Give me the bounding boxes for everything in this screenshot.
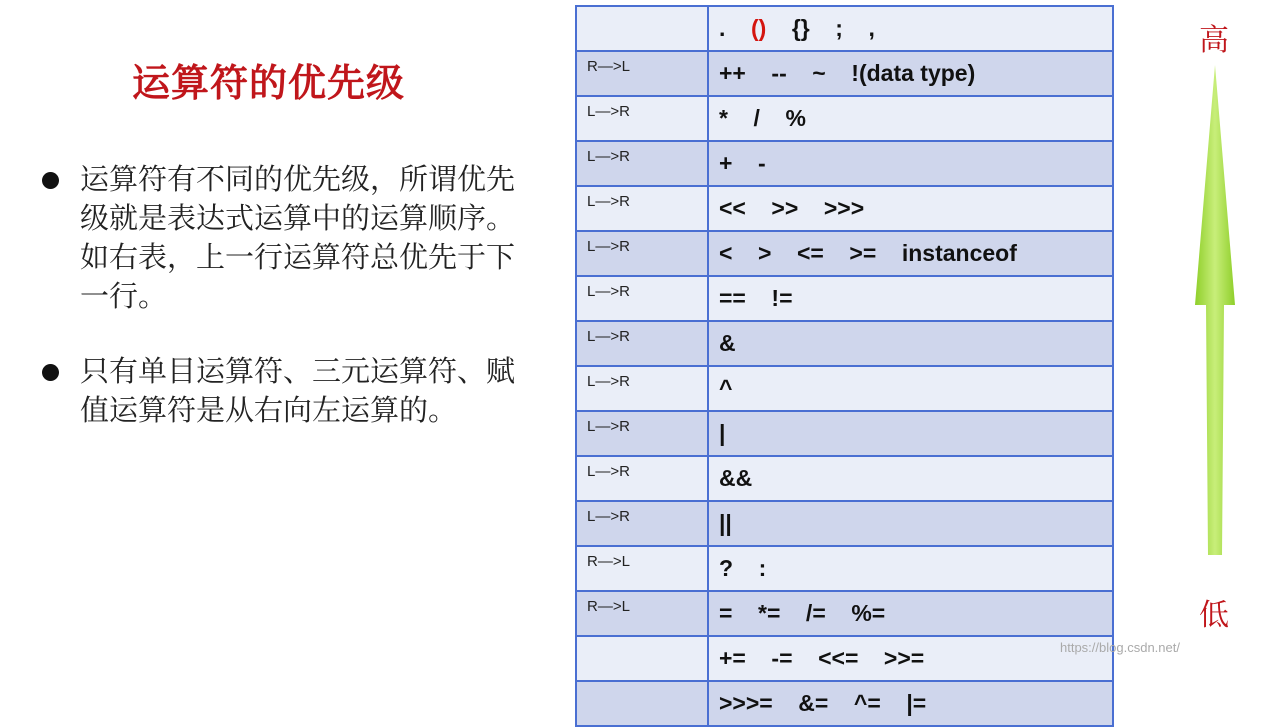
associativity-cell: L—>R <box>576 276 708 321</box>
operators-cell: * / % <box>708 96 1113 141</box>
bullet-dot-icon <box>42 364 59 381</box>
operators-highlight: () <box>750 15 767 41</box>
associativity-cell <box>576 636 708 681</box>
table-row <box>576 141 1113 186</box>
page-title: 运算符的优先级 <box>132 60 406 105</box>
operators-cell: = *= /= %= <box>708 591 1113 636</box>
precedence-table <box>575 5 1114 727</box>
table-row <box>576 6 1113 51</box>
watermark: https://blog.csdn.net/ <box>1060 640 1180 655</box>
associativity-cell: L—>R <box>576 366 708 411</box>
operators-text: {} ; , <box>766 15 875 41</box>
associativity-cell: L—>R <box>576 501 708 546</box>
table-row <box>576 186 1113 231</box>
associativity-cell: L—>R <box>576 141 708 186</box>
table-row <box>576 456 1113 501</box>
high-label: 高 <box>1199 23 1229 58</box>
table-row <box>576 636 1113 681</box>
operators-cell: >>>= &= ^= |= <box>708 681 1113 726</box>
table-row <box>576 546 1113 591</box>
operators-cell: + - <box>708 141 1113 186</box>
bullet-text: 只有单目运算符、三元运算符、赋值运算符是从右向左运算的。 <box>80 354 516 427</box>
table-row <box>576 276 1113 321</box>
table-row <box>576 411 1113 456</box>
operators-cell: || <box>708 501 1113 546</box>
up-arrow-icon <box>1180 15 1250 655</box>
associativity-cell: R—>L <box>576 51 708 96</box>
table-row <box>576 231 1113 276</box>
bullet-item <box>36 160 536 316</box>
associativity-cell: L—>R <box>576 411 708 456</box>
operators-text: . <box>719 15 751 41</box>
associativity-cell: L—>R <box>576 321 708 366</box>
operators-cell: ^ <box>708 366 1113 411</box>
table-row <box>576 501 1113 546</box>
associativity-cell: L—>R <box>576 456 708 501</box>
priority-arrow <box>1180 15 1250 655</box>
table-row <box>576 321 1113 366</box>
bullet-text: 运算符有不同的优先级，所谓优先级就是表达式运算中的运算顺序。如右表，上一行运算符总优先于下一行。 <box>80 162 516 313</box>
bullet-item <box>36 352 536 430</box>
operators-cell <box>708 6 1113 51</box>
operators-cell: << >> >>> <box>708 186 1113 231</box>
low-label: 低 <box>1199 598 1229 633</box>
table-row <box>576 681 1113 726</box>
table-row <box>576 366 1113 411</box>
associativity-cell: L—>R <box>576 96 708 141</box>
bullet-dot-icon <box>42 172 59 189</box>
operators-cell: & <box>708 321 1113 366</box>
associativity-cell <box>576 6 708 51</box>
associativity-cell: R—>L <box>576 546 708 591</box>
table-row <box>576 591 1113 636</box>
associativity-cell <box>576 681 708 726</box>
operators-cell: && <box>708 456 1113 501</box>
table-row <box>576 51 1113 96</box>
operators-cell: | <box>708 411 1113 456</box>
operators-cell: += -= <<= >>= <box>708 636 1113 681</box>
table-row <box>576 96 1113 141</box>
operators-cell: ? : <box>708 546 1113 591</box>
operators-cell: == != <box>708 276 1113 321</box>
operators-cell: ++ -- ~ !(data type) <box>708 51 1113 96</box>
associativity-cell: L—>R <box>576 186 708 231</box>
operators-cell: < > <= >= instanceof <box>708 231 1113 276</box>
associativity-cell: R—>L <box>576 591 708 636</box>
associativity-cell: L—>R <box>576 231 708 276</box>
bullet-list <box>36 160 536 466</box>
